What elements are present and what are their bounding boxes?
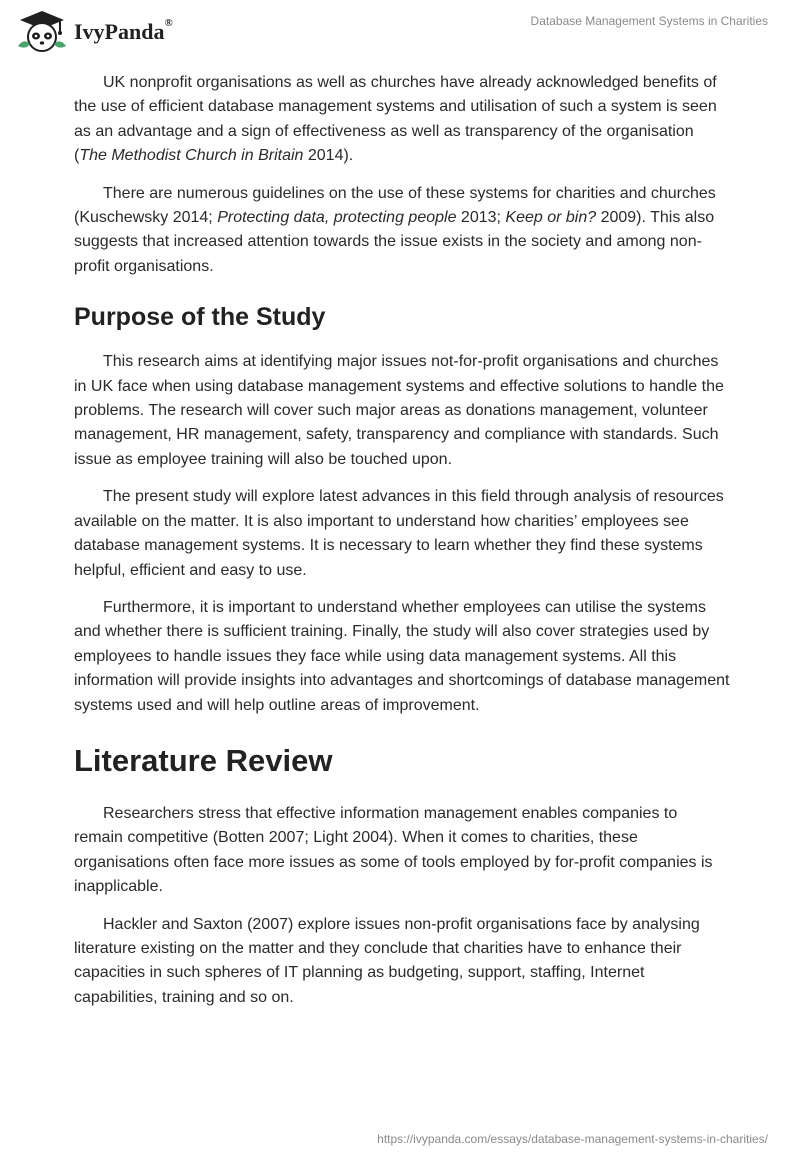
essay-body <box>74 71 730 1023</box>
ivypanda-logo[interactable] <box>16 8 173 52</box>
page-header <box>0 0 800 60</box>
source-url-link[interactable]: https://ivypanda.com/essays/database-management-systems-in-charities/ <box>377 1132 768 1146</box>
brand-name: IvyPanda® <box>74 17 173 44</box>
section-heading-literature: Literature Review <box>74 742 333 778</box>
purpose-paragraph: Furthermore, it is important to understand whether employees can utilise the systems and whether there is sufficient training. Finally, the study will also cover strategies used by employees to handle issues they face while using data management systems. All this information will provide insights into advantages and shortcomings of database management systems used and will help outline areas of improvement. <box>74 598 730 714</box>
purpose-paragraph: This research aims at identifying major issues not-for-profit organisations and churches in UK face when using database management systems and effective solutions to handle the problems. The research will cover such major areas as donations management, volunteer management, HR management, safety, transparency and compliance with standards. Such issue as employee training will also be touched upon. <box>74 353 724 468</box>
intro-paragraph: There are numerous guidelines on the use of these systems for charities and churches (Kuschewsky 2014; Protecting data, protecting people 2013; Keep or bin? 2009). This also suggests that increased attention towards the issue exists in the society and among non-profit organisations. <box>74 184 716 275</box>
literature-paragraph: Hackler and Saxton (2007) explore issues non-profit organisations face by analysing literature existing on the matter and they conclude that charities have to enhance their capacities in such spheres of IT planning as budgeting, support, staffing, Internet capabilities, training and so on. <box>74 915 700 1006</box>
intro-paragraph: UK nonprofit organisations as well as churches have already acknowledged benefits of the use of efficient database management systems and utilisation of such a system is seen as an advantage and a sign of effectiveness as well as transparency of the organisation (The Methodist Church in Britain 2014). <box>74 74 717 165</box>
literature-paragraph: Researchers stress that effective information management enables companies to remain competitive (Botten 2007; Light 2004). When it comes to charities, these organisations often face more issues as some of tools employed by for-profit companies is inapplicable. <box>74 804 713 896</box>
purpose-paragraph: The present study will explore latest advances in this field through analysis of resources available on the matter. It is also important to understand how charities’ employees see database management systems. It is necessary to learn whether they find these systems helpful, efficient and easy to use. <box>74 488 724 579</box>
document-title: Database Management Systems in Charities <box>530 14 768 28</box>
panda-graduate-icon <box>16 8 68 52</box>
section-heading-purpose: Purpose of the Study <box>74 303 326 332</box>
